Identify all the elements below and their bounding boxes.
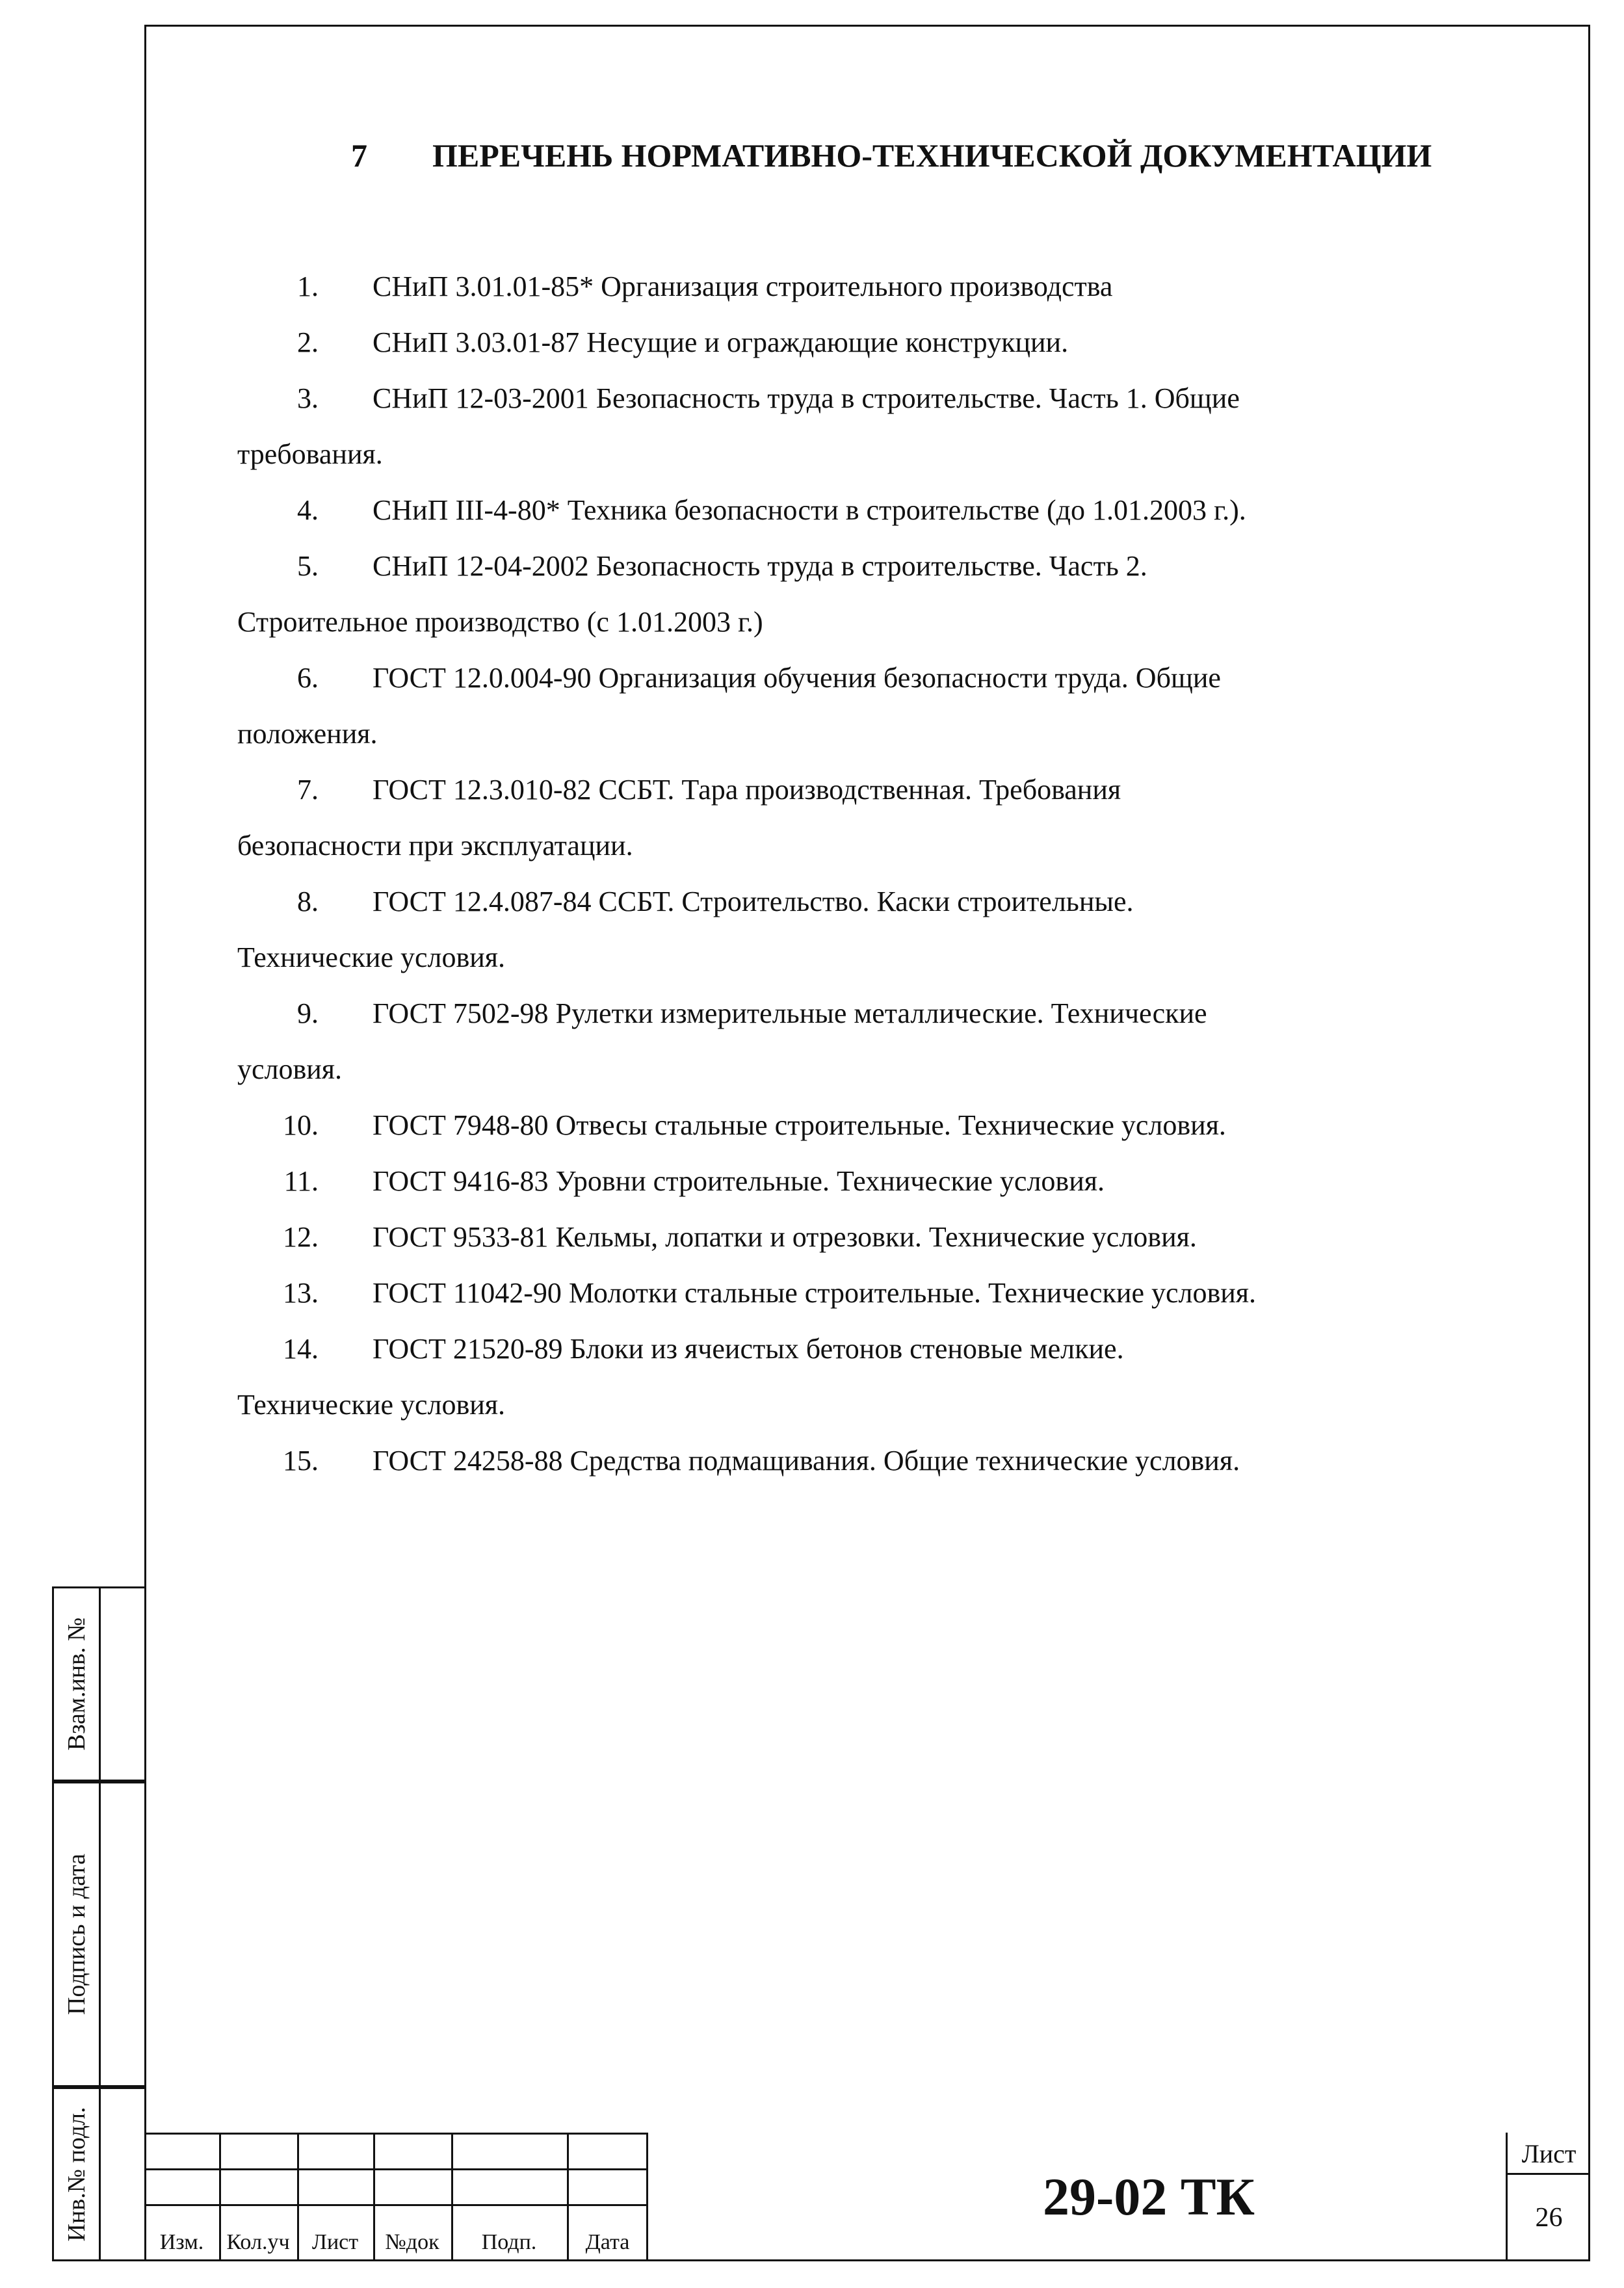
item-text: ГОСТ 12.0.004-90 Организация обучения безопасности труда. Общие xyxy=(373,662,1221,694)
list-item xyxy=(237,1321,1460,1433)
item-number: 9. xyxy=(297,997,319,1029)
item-number: 11. xyxy=(283,1165,319,1197)
sheet-label: Лист xyxy=(1508,2133,1590,2175)
item-number: 2. xyxy=(297,326,319,358)
item-number: 8. xyxy=(297,886,319,917)
item-text: СНиП 12-03-2001 Безопасность труда в строительстве. Часть 1. Общие xyxy=(373,382,1240,414)
list-item xyxy=(237,315,1460,371)
item-text: СНиП 3.03.01-87 Несущие и ограждающие конструкции. xyxy=(373,326,1069,358)
sheet-box xyxy=(1506,2133,1590,2261)
item-text: ГОСТ 9533-81 Кельмы, лопатки и отрезовки. Технические условия. xyxy=(373,1221,1197,1253)
item-number: 4. xyxy=(297,494,319,526)
item-number: 14. xyxy=(283,1333,319,1365)
item-number: 1. xyxy=(297,270,319,302)
sheet-number: 26 xyxy=(1535,2203,1563,2233)
item-number: 6. xyxy=(297,662,319,694)
list-item xyxy=(237,371,1460,482)
item-text: СНиП III-4-80* Техника безопасности в строительстве (до 1.01.2003 г.). xyxy=(373,494,1246,526)
item-number: 7. xyxy=(297,774,319,806)
item-continuation: Технические условия. xyxy=(237,1389,506,1421)
item-number: 15. xyxy=(283,1445,319,1477)
list-item xyxy=(237,1098,1460,1153)
list-item xyxy=(237,482,1460,538)
list-item xyxy=(237,1153,1460,1209)
grid-header: №док xyxy=(385,2230,439,2254)
side-block-podpis xyxy=(52,1782,144,2087)
item-number: 12. xyxy=(283,1221,319,1253)
item-number: 10. xyxy=(283,1109,319,1141)
list-item xyxy=(237,1209,1460,1265)
item-continuation: положения. xyxy=(237,718,378,750)
item-text: ГОСТ 7948-80 Отвесы стальные строительные. Технические условия. xyxy=(373,1109,1226,1141)
item-text: СНиП 3.01.01-85* Организация строительного производства xyxy=(373,270,1113,302)
list-item xyxy=(237,1265,1460,1321)
side-label-vzam: Взам.инв. № xyxy=(62,1617,90,1751)
item-text: ГОСТ 11042-90 Молотки стальные строительные. Технические условия. xyxy=(373,1277,1257,1309)
title-block xyxy=(144,2133,1590,2261)
list-item xyxy=(237,762,1460,874)
item-text: ГОСТ 7502-98 Рулетки измерительные металлические. Технические xyxy=(373,997,1207,1029)
grid-header: Кол.уч xyxy=(226,2230,290,2254)
grid-header: Изм. xyxy=(159,2230,204,2254)
list-item xyxy=(237,259,1460,315)
grid-header: Дата xyxy=(585,2230,630,2254)
section-number: 7 xyxy=(351,137,367,174)
item-continuation: требования. xyxy=(237,438,383,470)
side-label-inv: Инв.№ подл. xyxy=(62,2107,90,2242)
side-label-podpis: Подпись и дата xyxy=(62,1853,90,2016)
document-designation: 29-02 ТК xyxy=(1043,2167,1255,2226)
item-text: СНиП 12-04-2002 Безопасность труда в строительстве. Часть 2. xyxy=(373,550,1147,582)
item-number: 13. xyxy=(283,1277,319,1309)
list-item xyxy=(237,874,1460,986)
side-block-inv xyxy=(52,2087,144,2261)
reference-list xyxy=(237,259,1460,1489)
item-continuation: условия. xyxy=(237,1053,343,1085)
item-continuation: Строительное производство (с 1.01.2003 г.) xyxy=(237,606,763,638)
list-item xyxy=(237,650,1460,762)
item-text: ГОСТ 24258-88 Средства подмащивания. Общие технические условия. xyxy=(373,1445,1240,1477)
item-text: ГОСТ 12.4.087-84 ССБТ. Строительство. Каски строительные. xyxy=(373,886,1134,917)
item-text: ГОСТ 21520-89 Блоки из ячеистых бетонов стеновые мелкие. xyxy=(373,1333,1124,1365)
section-heading xyxy=(351,137,1432,174)
section-title: ПЕРЕЧЕНЬ НОРМАТИВНО-ТЕХНИЧЕСКОЙ ДОКУМЕНТАЦИИ xyxy=(432,137,1432,174)
item-number: 5. xyxy=(297,550,319,582)
list-item xyxy=(237,986,1460,1098)
list-item xyxy=(237,538,1460,650)
item-continuation: безопасности при эксплуатации. xyxy=(237,830,633,861)
side-block-vzam xyxy=(52,1586,144,1782)
list-item xyxy=(237,1433,1460,1489)
revision-grid xyxy=(144,2133,648,2261)
item-text: ГОСТ 12.3.010-82 ССБТ. Тара производственная. Требования xyxy=(373,774,1121,806)
grid-header: Лист xyxy=(311,2230,359,2254)
item-text: ГОСТ 9416-83 Уровни строительные. Технические условия. xyxy=(373,1165,1105,1197)
item-number: 3. xyxy=(297,382,319,414)
item-continuation: Технические условия. xyxy=(237,941,506,973)
grid-header: Подп. xyxy=(481,2230,537,2254)
